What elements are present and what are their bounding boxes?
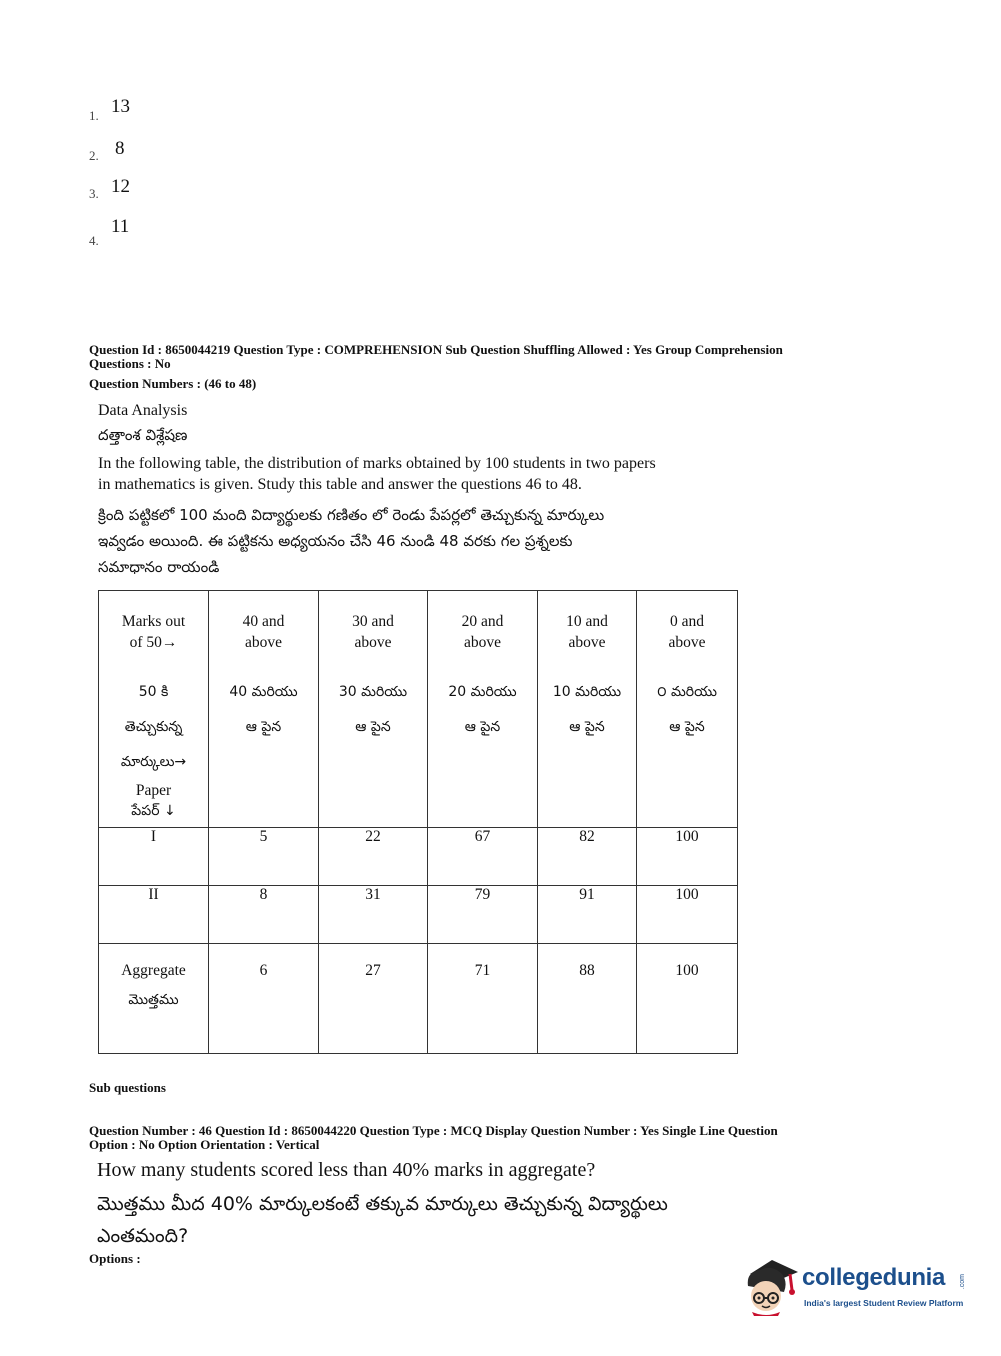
corner-te-2: తెచ్చుకున్న xyxy=(124,719,183,735)
column-header-te-2: ఆ పైన xyxy=(245,719,282,735)
comprehension-meta xyxy=(89,343,889,371)
table-cell: 67 xyxy=(428,828,538,886)
table-cell: 22 xyxy=(319,828,428,886)
option-number: 4. xyxy=(89,233,99,248)
column-header-te-1: 10 మరియు xyxy=(552,684,622,700)
column-header xyxy=(319,591,428,828)
table-cell: 8 xyxy=(209,886,319,944)
option-value: 13 xyxy=(111,96,130,117)
section-title-en: Data Analysis xyxy=(98,402,188,419)
option-value: 11 xyxy=(111,216,130,237)
column-header-te-2: ఆ పైన xyxy=(355,719,391,735)
column-header-en-1: 20 and xyxy=(461,613,504,630)
option-value: 12 xyxy=(111,176,130,197)
corner-en-1: Marks out xyxy=(121,613,186,630)
corner-te-3: మార్కులు→ xyxy=(120,754,187,770)
table-row xyxy=(99,828,738,886)
row-label-te: మొత్తము xyxy=(128,992,179,1008)
column-header xyxy=(209,591,319,828)
column-header-te-2: ఆ పైన xyxy=(669,719,705,735)
intro-en-line2: in mathematics is given. Study this table and answer the questions 46 to 48. xyxy=(98,476,582,493)
table-corner-cell xyxy=(99,591,209,828)
table-cell xyxy=(538,944,637,1054)
table-cell: 5 xyxy=(209,828,319,886)
column-header-en-2: above xyxy=(568,634,606,651)
sub-questions-label: Sub questions xyxy=(89,1080,166,1095)
column-header-en-1: 0 and xyxy=(669,613,704,630)
column-header-en-1: 40 and xyxy=(242,613,285,630)
question-46-text-te-line2: ఎంతమంది? xyxy=(97,1225,189,1247)
intro-te-line3: సమాధానం రాయండి xyxy=(98,558,220,576)
column-header xyxy=(538,591,637,828)
table-cell xyxy=(428,944,538,1054)
table-cell-value: 6 xyxy=(259,962,268,979)
corner-te-1: 50 కి xyxy=(138,684,169,700)
column-header xyxy=(428,591,538,828)
question-46-meta xyxy=(89,1124,889,1152)
column-header-te-1: ౦ మరియు xyxy=(657,684,717,700)
table-cell: 82 xyxy=(538,828,637,886)
column-header-te-2: ఆ పైన xyxy=(464,719,501,735)
table-row xyxy=(99,886,738,944)
collegedunia-logo xyxy=(742,1252,972,1318)
column-header-te-1: 40 మరియు xyxy=(229,684,298,700)
column-header-en-2: above xyxy=(354,634,392,651)
options-label: Options : xyxy=(89,1251,141,1266)
table-cell: 79 xyxy=(428,886,538,944)
corner-en-2: of 50→ xyxy=(129,634,178,651)
question-46-text-en: How many students scored less than 40% marks in aggregate? xyxy=(97,1159,596,1181)
table-cell-value: 100 xyxy=(675,962,699,979)
column-header-en-2: above xyxy=(244,634,282,651)
question-46-text-te-line1: మొత్తము మీద 40% మార్కులకంటే తక్కువ మార్కులు తెచ్చుకున్న విద్యార్థులు xyxy=(97,1193,668,1215)
column-header-te-2: ఆ పైన xyxy=(569,719,605,735)
column-header-te-1: 20 మరియు xyxy=(448,684,517,700)
column-header-te-1: 30 మరియు xyxy=(338,684,408,700)
table-cell: 91 xyxy=(538,886,637,944)
table-header-row xyxy=(99,591,738,828)
section-title-te: దత్తాంశ విశ్లేషణ xyxy=(98,426,188,444)
brand-tagline: India's largest Student Review Platform xyxy=(804,1298,964,1308)
corner-en-3: Paper xyxy=(135,782,172,799)
question-numbers: Question Numbers : (46 to 48) xyxy=(89,376,257,391)
table-cell-value: 27 xyxy=(365,962,381,979)
table-cell xyxy=(209,944,319,1054)
option-number: 1. xyxy=(89,108,99,123)
question-46-meta-line1: Question Number : 46 Question Id : 8650044220 Question Type : MCQ Display Question Number : Yes Single Line Question xyxy=(89,1123,778,1138)
option-number: 3. xyxy=(89,186,99,201)
intro-en-line1: In the following table, the distribution of marks obtained by 100 students in two papers xyxy=(98,455,656,472)
column-header-en-1: 10 and xyxy=(566,613,608,630)
mascot-icon xyxy=(742,1252,804,1316)
brand-name: collegedunia xyxy=(802,1264,946,1291)
option-value: 8 xyxy=(115,138,125,159)
table-cell: 100 xyxy=(637,886,738,944)
comprehension-meta-line2: Questions : No xyxy=(89,356,171,371)
marks-distribution-table xyxy=(98,590,738,1054)
row-label: II xyxy=(99,886,209,944)
corner-te-4: పేపర్ ↓ xyxy=(131,803,176,819)
question-46-text-te xyxy=(97,1188,668,1252)
table-cell: 100 xyxy=(637,828,738,886)
intro-te-line1: క్రింది పట్టికలో 100 మంది విద్యార్థులకు గణితం లో రెండు పేపర్లలో తెచ్చుకున్న మార్కులు xyxy=(98,506,605,524)
column-header-en-2: above xyxy=(668,634,706,651)
row-label xyxy=(99,944,209,1054)
intro-te-line2: ఇవ్వడం అయింది. ఈ పట్టికను అధ్యయనం చేసి 46 నుండి 48 వరకు గల ప్రశ్నలకు xyxy=(98,532,573,550)
table-cell-value: 71 xyxy=(474,962,491,979)
option-number: 2. xyxy=(89,148,99,163)
table-cell xyxy=(319,944,428,1054)
table-cell-value: 88 xyxy=(579,962,595,979)
comprehension-meta-line1: Question Id : 8650044219 Question Type : COMPREHENSION Sub Question Shuffling Allowed : Yes Group Comprehension xyxy=(89,342,783,357)
row-label: I xyxy=(99,828,209,886)
table-cell: 31 xyxy=(319,886,428,944)
column-header-en-1: 30 and xyxy=(352,613,394,630)
column-header xyxy=(637,591,738,828)
table-cell xyxy=(637,944,738,1054)
table-row xyxy=(99,944,738,1054)
column-header-en-2: above xyxy=(463,634,501,651)
brand-com: .com xyxy=(959,1274,966,1290)
row-label-en: Aggregate xyxy=(121,962,186,979)
question-46-meta-line2: Option : No Option Orientation : Vertical xyxy=(89,1137,320,1152)
